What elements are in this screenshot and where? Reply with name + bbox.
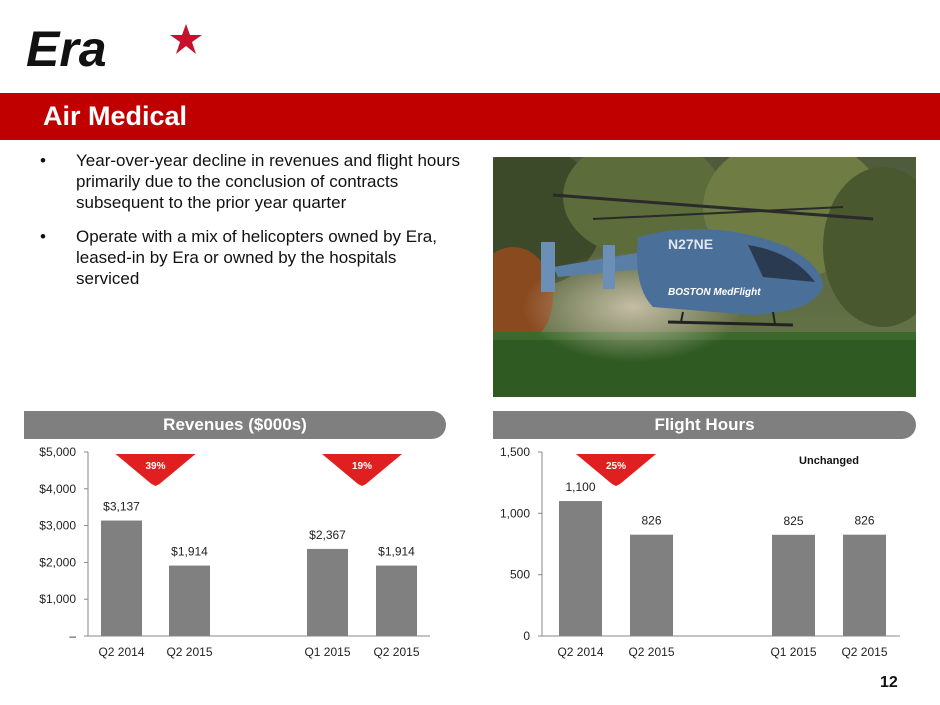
bar-value-label: 826 — [854, 513, 875, 528]
decline-percent-label: 19% — [351, 461, 373, 472]
bar-value-label: $1,914 — [378, 544, 415, 559]
x-tick-label: Q1 2015 — [770, 645, 817, 659]
decline-percent-label: 25% — [605, 461, 627, 472]
bar-value-label: $2,367 — [309, 527, 346, 542]
y-tick-label: $4,000 — [39, 481, 76, 496]
bar-value-label: 1,100 — [565, 480, 596, 495]
logo-text: Era — [26, 21, 107, 77]
page-number: 12 — [880, 674, 898, 691]
x-tick-label: Q1 2015 — [304, 645, 351, 659]
helicopter-logo-text: BOSTON MedFlight — [668, 287, 761, 298]
bar — [630, 535, 673, 636]
bar-value-label: 826 — [641, 513, 662, 528]
bullet-list — [40, 150, 460, 302]
x-tick-label: Q2 2015 — [628, 645, 675, 659]
bullet-item — [40, 226, 460, 289]
flight-hours-header: Flight Hours — [493, 411, 916, 439]
x-tick-label: Q2 2014 — [557, 645, 604, 659]
title-bar — [0, 93, 940, 140]
logo-star-icon — [170, 24, 202, 54]
bullet-text: Operate with a mix of helicopters owned by Era, leased-in by Era or owned by the hospitals serviced — [76, 227, 437, 288]
y-tick-label: $2,000 — [39, 555, 76, 570]
x-tick-label: Q2 2015 — [841, 645, 888, 659]
helicopter-photo — [493, 157, 916, 397]
y-tick-label: 1,500 — [499, 445, 530, 459]
flight-hours-chart — [0, 440, 940, 670]
y-tick-label: 0 — [523, 629, 530, 643]
bullet-icon: • — [40, 227, 46, 246]
bullet-icon: • — [40, 151, 46, 170]
x-tick-label: Q2 2014 — [98, 645, 145, 659]
y-tick-label: $1,000 — [39, 592, 76, 607]
x-tick-label: Q2 2015 — [373, 645, 420, 659]
y-tick-label: 1,000 — [499, 506, 530, 521]
bar — [559, 501, 602, 636]
y-tick-label: – — [69, 629, 76, 643]
x-tick-label: Q2 2015 — [166, 645, 213, 659]
annotation-label: Unchanged — [799, 455, 859, 467]
y-tick-label: $5,000 — [39, 445, 76, 459]
bullet-item — [40, 150, 460, 213]
helicopter-tail-number: N27NE — [668, 236, 714, 252]
bar — [843, 535, 886, 636]
bar — [772, 535, 815, 636]
bar-value-label: $3,137 — [103, 499, 140, 514]
bar-value-label: $1,914 — [171, 544, 208, 559]
decline-percent-label: 39% — [145, 461, 166, 472]
bullet-text: Year-over-year decline in revenues and flight hours primarily due to the conclusion of contracts subsequent to the prior year quarter — [76, 151, 460, 212]
y-tick-label: 500 — [509, 567, 530, 582]
bar-value-label: 825 — [783, 513, 804, 528]
y-tick-label: $3,000 — [39, 518, 76, 533]
era-logo — [24, 18, 209, 78]
revenues-header: Revenues ($000s) — [24, 411, 446, 439]
page-title: Air Medical — [43, 101, 188, 131]
